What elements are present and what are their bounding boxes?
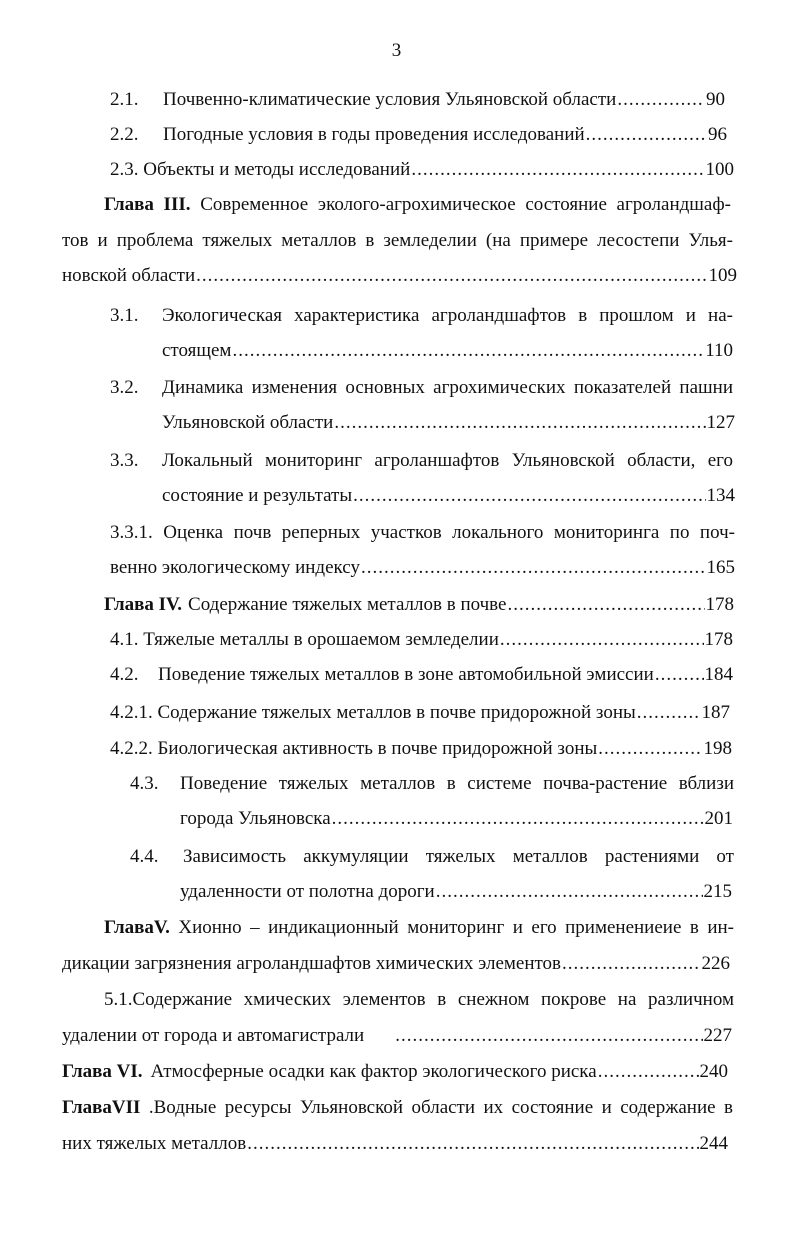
chapter-4: Глава IV. Содержание тяжелых металлов в почве ..... 178 bbox=[104, 593, 734, 617]
page-ref: 109 bbox=[708, 265, 737, 286]
dot-leader bbox=[637, 701, 701, 725]
section-number: 4.4. bbox=[130, 846, 159, 867]
dot-leader bbox=[395, 1024, 702, 1048]
page-ref: 215 bbox=[703, 881, 732, 902]
section-number: 3.2. bbox=[110, 377, 139, 398]
dot-leader bbox=[655, 663, 704, 687]
page-ref: 90 bbox=[706, 89, 725, 110]
chapter-7-line-2: них тяжелых металлов ..... 244 bbox=[62, 1132, 728, 1156]
section-number: 4.2. bbox=[110, 664, 139, 685]
toc-entry-2-1 bbox=[110, 88, 725, 112]
dot-leader bbox=[353, 484, 705, 508]
section-number: 2.1. bbox=[110, 89, 139, 110]
toc-entry-5-1-line-2: удалении от города и автомагистрали ..... 227 bbox=[62, 1024, 732, 1048]
chapter-5-line-2: дикации загрязнения агроландшафтов химических элементов ..... 226 bbox=[62, 952, 730, 976]
dot-leader bbox=[562, 952, 700, 976]
dot-leader bbox=[598, 1060, 699, 1084]
page-ref: 226 bbox=[701, 953, 730, 974]
section-number: 3.3.1. bbox=[110, 522, 153, 543]
page-ref: 165 bbox=[706, 557, 735, 578]
dot-leader bbox=[196, 264, 707, 288]
toc-entry-2-3 bbox=[110, 158, 734, 182]
section-number: 3.3. bbox=[110, 450, 139, 471]
chapter-7-line-1: ГлаваVII .Водные ресурсы Ульяновской области их состояние и содержание в bbox=[62, 1097, 733, 1118]
section-title: 2.3. Объекты и методы исследований bbox=[110, 159, 411, 180]
page-ref: 134 bbox=[706, 485, 735, 506]
page-ref: 240 bbox=[699, 1061, 728, 1082]
dot-leader bbox=[586, 123, 707, 147]
dot-leader bbox=[598, 737, 702, 761]
page-ref: 178 bbox=[705, 594, 734, 615]
section-number: 4.3. bbox=[130, 773, 159, 794]
toc-entry-4-1: 4.1. Тяжелые металлы в орошаемом земледелии ..... 178 bbox=[110, 628, 733, 652]
page-ref: 178 bbox=[704, 629, 733, 650]
toc-entry-5-1-line-1: 5.1.Содержание хмических элементов в снежном покрове на различном bbox=[104, 989, 734, 1010]
chapter-label: Глава III. bbox=[104, 194, 191, 215]
chapter-label: ГлаваV. bbox=[104, 917, 170, 938]
page-ref: 201 bbox=[704, 808, 733, 829]
chapter-3-line-1: Глава III. Современное эколого-агрохимическое состояние агроландшаф- bbox=[104, 194, 731, 215]
toc-entry-4-2-1: 4.2.1. Содержание тяжелых металлов в почве придорожной зоны ..... 187 bbox=[110, 701, 730, 725]
page-ref: 244 bbox=[699, 1133, 728, 1154]
page-ref: 100 bbox=[705, 159, 734, 180]
chapter-label: Глава VI. bbox=[62, 1061, 143, 1082]
chapter-5-line-1: ГлаваV. Хионно – индикационный мониторинг и его применениеие в ин- bbox=[104, 917, 734, 938]
page-ref: 127 bbox=[706, 412, 735, 433]
dot-leader bbox=[507, 593, 704, 617]
dot-leader bbox=[247, 1132, 698, 1156]
chapter-label: Глава IV. bbox=[104, 594, 183, 615]
chapter-6: Глава VI. Атмосферные осадки как фактор экологического риска ..... 240 bbox=[62, 1060, 728, 1084]
section-title: Почвенно-климатические условия Ульяновской области bbox=[163, 89, 617, 110]
dot-leader bbox=[332, 807, 704, 831]
chapter-3-line-2: тов и проблема тяжелых металлов в земледелии (на примере лесостепи Улья- bbox=[62, 230, 733, 251]
dot-leader bbox=[361, 556, 706, 580]
chapter-3-line-3: новской области ..... 109 bbox=[62, 264, 737, 288]
section-number: 3.1. bbox=[110, 305, 139, 326]
toc-entry-4-2-2: 4.2.2. Биологическая активность в почве придорожной зоны ..... 198 bbox=[110, 737, 732, 761]
dot-leader bbox=[334, 411, 705, 435]
page-ref: 198 bbox=[703, 738, 732, 759]
chapter-label: ГлаваVII bbox=[62, 1097, 141, 1118]
toc-entry-4-2: 4.2. Поведение тяжелых металлов в зоне автомобильной эмиссии ..... 184 bbox=[110, 663, 733, 687]
dot-leader bbox=[232, 339, 704, 363]
dot-leader bbox=[436, 880, 703, 904]
dot-leader bbox=[617, 88, 705, 112]
page-ref: 184 bbox=[704, 664, 733, 685]
dot-leader bbox=[411, 158, 704, 182]
page-number: 3 bbox=[391, 40, 402, 61]
page-ref: 110 bbox=[705, 340, 733, 361]
page-ref: 227 bbox=[703, 1025, 732, 1046]
toc-entry-2-2 bbox=[110, 123, 727, 147]
dot-leader bbox=[500, 628, 704, 652]
section-title: Погодные условия в годы проведения исследований bbox=[163, 124, 585, 145]
page-ref: 96 bbox=[708, 124, 727, 145]
page-ref: 187 bbox=[701, 702, 730, 723]
section-number: 2.2. bbox=[110, 124, 139, 145]
